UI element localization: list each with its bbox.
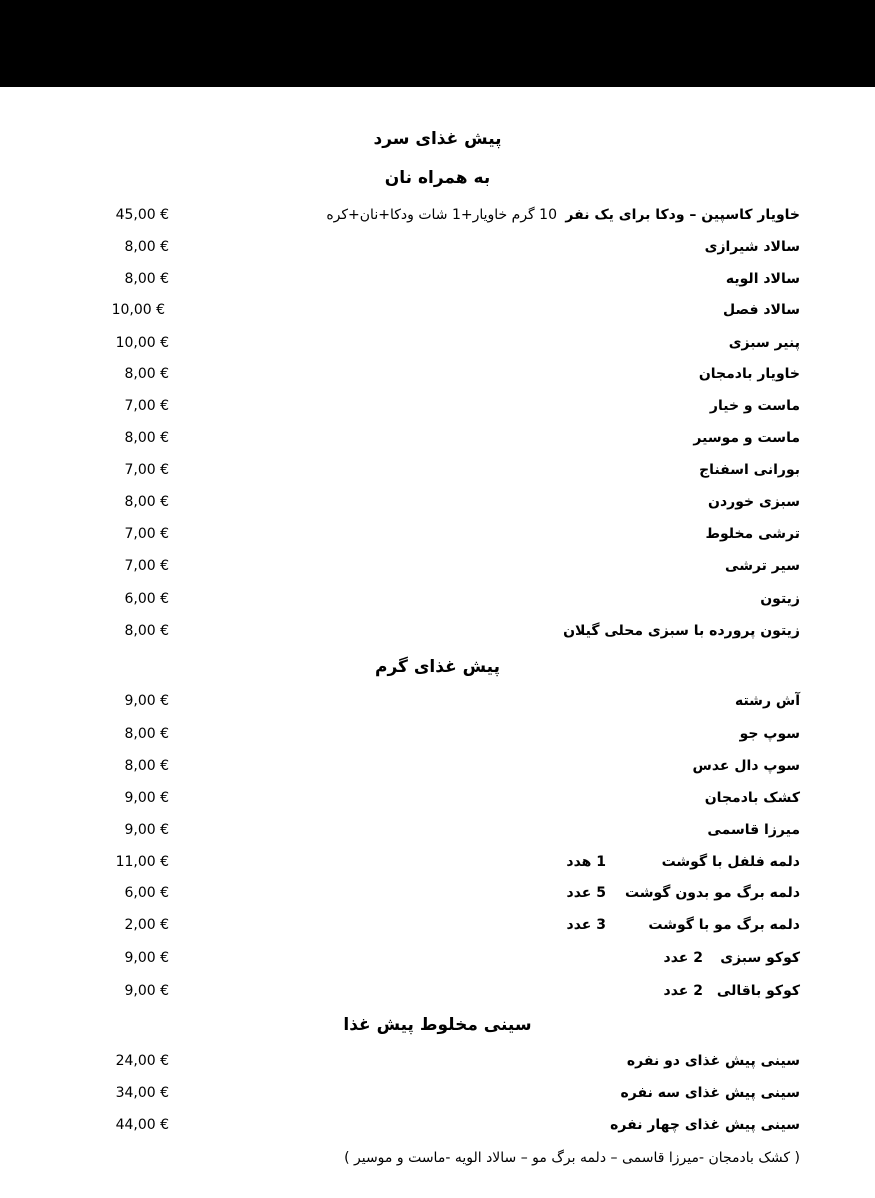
item-name: ماست و خیار [709, 398, 800, 414]
item-price: 7,00 € [124, 558, 169, 574]
item-name: سالاد فصل [723, 302, 800, 318]
menu-row [0, 818, 875, 842]
item-name: دلمه برگ مو بدون گوشت [624, 885, 800, 901]
menu-row [0, 587, 875, 611]
item-name: زیتون پرورده با سبزی محلی گیلان [563, 623, 800, 639]
item-name: ترشی مخلوط [705, 526, 800, 542]
item-price: 8,00 € [124, 726, 169, 742]
menu-row [0, 850, 875, 874]
menu-row [0, 881, 875, 905]
item-name: خاویار کاسپین – ودکا برای یک نفر [565, 207, 800, 223]
menu-row [0, 267, 875, 291]
menu-row [0, 235, 875, 259]
menu-row [0, 490, 875, 514]
item-name: سیر ترشی [725, 558, 800, 574]
item-name: سالاد شیرازی [704, 239, 800, 255]
top-black-bar [0, 0, 875, 87]
item-price: 8,00 € [124, 239, 169, 255]
item-price: 9,00 € [124, 950, 169, 966]
platter-section-title: سینی مخلوط پیش غذا [343, 1015, 532, 1035]
item-name: سینی پیش غذای دو نفره [626, 1053, 800, 1069]
item-price: 8,00 € [124, 430, 169, 446]
menu-row [0, 1113, 875, 1137]
menu-row [0, 458, 875, 482]
menu-row [0, 394, 875, 418]
menu-row [0, 362, 875, 386]
menu-row [0, 913, 875, 937]
menu-row [0, 426, 875, 450]
item-price: 9,00 € [124, 822, 169, 838]
item-note: 2 عدد [663, 950, 703, 966]
item-name: سوپ جو [739, 726, 800, 742]
menu-row [0, 298, 875, 322]
item-name: زیتون [760, 591, 800, 607]
item-price: 34,00 € [115, 1085, 169, 1101]
menu-row [0, 203, 875, 227]
item-note: 1 هدد [566, 854, 606, 870]
cold-section-subtitle: به همراه نان [384, 168, 491, 188]
item-price: 6,00 € [124, 885, 169, 901]
item-price: 45,00 € [115, 207, 169, 223]
item-price: 24,00 € [115, 1053, 169, 1069]
menu-row [0, 722, 875, 746]
item-name: بورانی اسفناج [699, 462, 800, 478]
menu-row [0, 754, 875, 778]
item-price: 8,00 € [124, 623, 169, 639]
item-name: سبزی خوردن [708, 494, 800, 510]
item-name: سینی پیش غذای چهار نفره [610, 1117, 800, 1133]
item-name: میرزا قاسمی [707, 822, 800, 838]
item-price: 8,00 € [124, 271, 169, 287]
menu-row [0, 689, 875, 713]
item-name: کشک بادمجان [704, 790, 800, 806]
item-price: 8,00 € [124, 366, 169, 382]
item-price: 44,00 € [115, 1117, 169, 1133]
menu-row [0, 786, 875, 810]
item-price: 7,00 € [124, 398, 169, 414]
menu-row [0, 946, 875, 970]
item-price: 9,00 € [124, 983, 169, 999]
menu-row [0, 619, 875, 643]
item-name: دلمه فلفل با گوشت [661, 854, 800, 870]
item-name: آش رشته [734, 693, 800, 709]
item-price: 2,00 € [124, 917, 169, 933]
item-price: 8,00 € [124, 494, 169, 510]
item-price: 9,00 € [124, 790, 169, 806]
item-price: 10,00 € [115, 335, 169, 351]
item-name: خاویار بادمجان [698, 366, 800, 382]
platter-contents-note: ( کشک بادمجان -میرزا قاسمی – دلمه برگ مو – سالاد الویه -ماست و موسیر ) [344, 1150, 800, 1166]
menu-row [0, 331, 875, 355]
item-price: 9,00 € [124, 693, 169, 709]
item-note: 3 عدد [566, 917, 606, 933]
item-price: 7,00 € [124, 526, 169, 542]
item-note: 10 گرم خاویار+1 شات ودکا+نان+کره [326, 207, 557, 223]
menu-row [0, 1081, 875, 1105]
item-name: کوکو سبزی [720, 950, 800, 966]
item-price: 7,00 € [124, 462, 169, 478]
item-name: سینی پیش غذای سه نفره [620, 1085, 800, 1101]
item-price: 8,00 € [124, 758, 169, 774]
item-name: پنیر سبزی [728, 335, 800, 351]
warm-section-title: پیش غذای گرم [375, 657, 500, 677]
item-note: 5 عدد [566, 885, 606, 901]
item-name: کوکو باقالی [716, 983, 800, 999]
item-price: 11,00 € [115, 854, 169, 870]
item-price: 6,00 € [124, 591, 169, 607]
menu-row [0, 522, 875, 546]
menu-row [0, 979, 875, 1003]
cold-section-title: پیش غذای سرد [373, 129, 502, 149]
item-name: سوپ دال عدس [692, 758, 800, 774]
item-price: 10,00 € [111, 302, 165, 318]
item-name: ماست و موسیر [693, 430, 800, 446]
item-note: 2 عدد [663, 983, 703, 999]
item-name: دلمه برگ مو با گوشت [648, 917, 800, 933]
menu-row [0, 1049, 875, 1073]
item-name: سالاد الویه [725, 271, 800, 287]
menu-row [0, 554, 875, 578]
